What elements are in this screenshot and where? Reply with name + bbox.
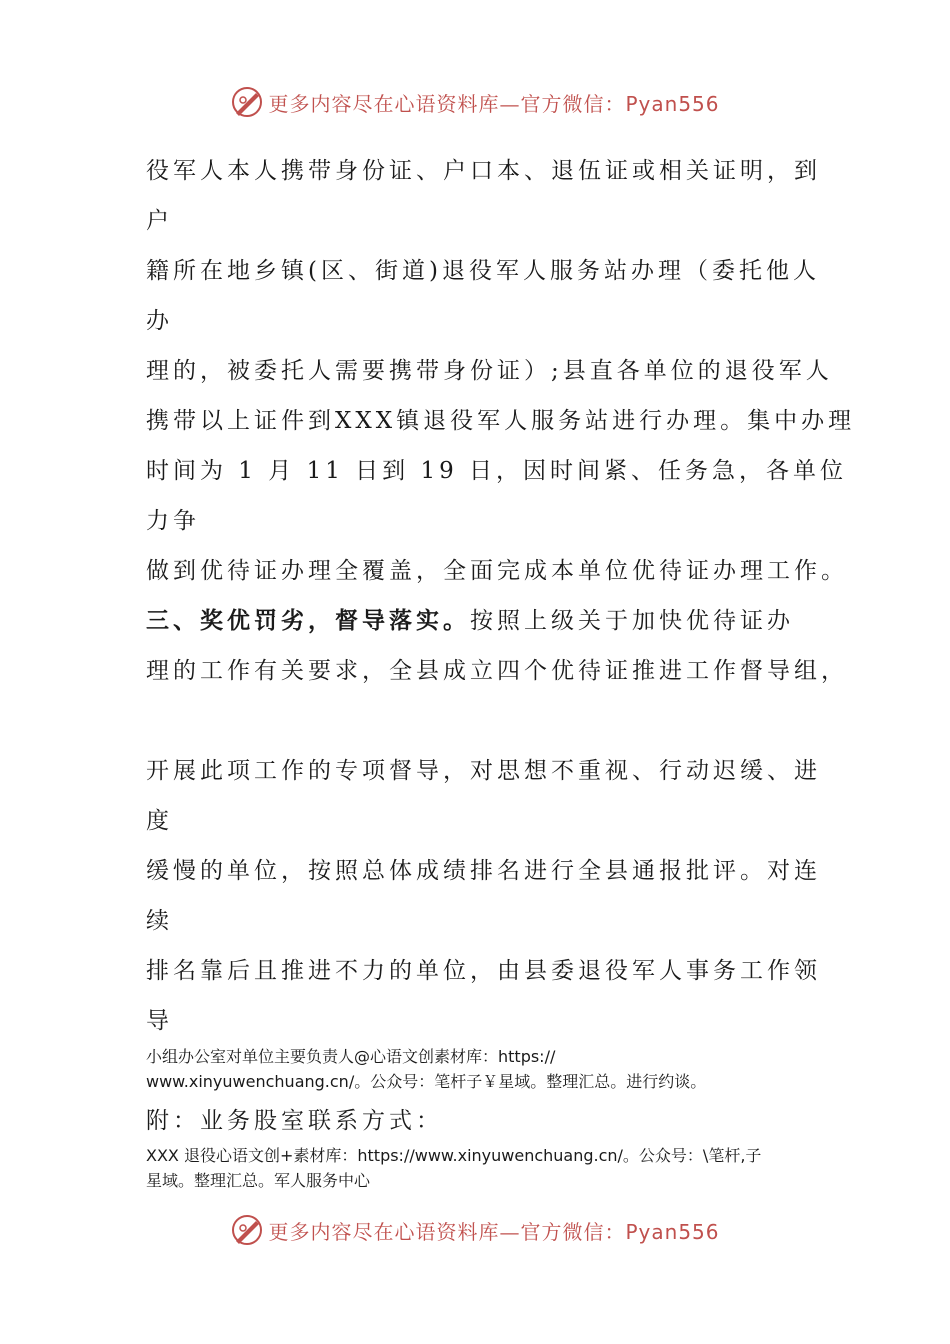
small-text-1: 小组办公室对单位主要负责人@心语文创素材库：https:// bbox=[146, 1047, 556, 1066]
body-line-3: 籍所在地乡镇(区、街道)退役军人服务站办理（委托他人 bbox=[146, 258, 820, 284]
body-line-14: 续 bbox=[146, 908, 173, 934]
body-line-6: 携带以上证件到XXX镇退役军人服务站进行办理。集中办理 bbox=[146, 408, 856, 434]
body-line-2: 户 bbox=[146, 208, 173, 234]
small-text-3: XXX 退役心语文创+素材库：https://www.xinyuwenchuang.cn/。公众号：\笔杆,子 bbox=[146, 1146, 762, 1165]
section-3-text: 按照上级关于加快优待证办 bbox=[470, 608, 794, 634]
pen-logo-icon bbox=[230, 85, 264, 119]
body-line-4: 办 bbox=[146, 308, 173, 334]
pen-logo-icon bbox=[230, 1213, 264, 1247]
body-line-16: 导 bbox=[146, 1008, 173, 1034]
small-text-4: 星域。整理汇总。军人服务中心 bbox=[146, 1171, 371, 1190]
body-line-10: 理的工作有关要求，全县成立四个优待证推进工作督导组， bbox=[146, 658, 848, 684]
section-3-line bbox=[146, 602, 794, 635]
body-line-12: 度 bbox=[146, 808, 173, 834]
section-3-heading: 三、奖优罚劣，督导落实。 bbox=[146, 607, 470, 634]
body-line-8: 力争 bbox=[146, 508, 200, 534]
header-watermark-banner bbox=[0, 80, 950, 124]
footer-banner-text: 更多内容尽在心语资料库—官方微信：Pyan556 bbox=[268, 1219, 720, 1244]
body-line-15: 排名靠后且推进不力的单位，由县委退役军人事务工作领 bbox=[146, 958, 821, 984]
appendix-heading: 附：业务股室联系方式： bbox=[146, 1108, 443, 1134]
footer-watermark-banner bbox=[0, 1208, 950, 1252]
body-line-9: 做到优待证办理全覆盖，全面完成本单位优待证办理工作。 bbox=[146, 558, 848, 584]
body-line-13: 缓慢的单位，按照总体成绩排名进行全县通报批评。对连 bbox=[146, 858, 821, 884]
body-line-5: 理的，被委托人需要携带身份证）;县直各单位的退役军人 bbox=[146, 358, 833, 384]
body-line-1: 役军人本人携带身份证、户口本、退伍证或相关证明，到 bbox=[146, 158, 821, 184]
header-banner-text: 更多内容尽在心语资料库—官方微信：Pyan556 bbox=[268, 91, 720, 116]
body-line-7: 时间为 1 月 11 日到 19 日，因时间紧、任务急，各单位 bbox=[146, 458, 848, 484]
small-text-2: www.xinyuwenchuang.cn/。公众号：笔杆子￥星域。整理汇总。进行约谈。 bbox=[146, 1072, 707, 1091]
body-line-11: 开展此项工作的专项督导，对思想不重视、行动迟缓、进 bbox=[146, 758, 821, 784]
